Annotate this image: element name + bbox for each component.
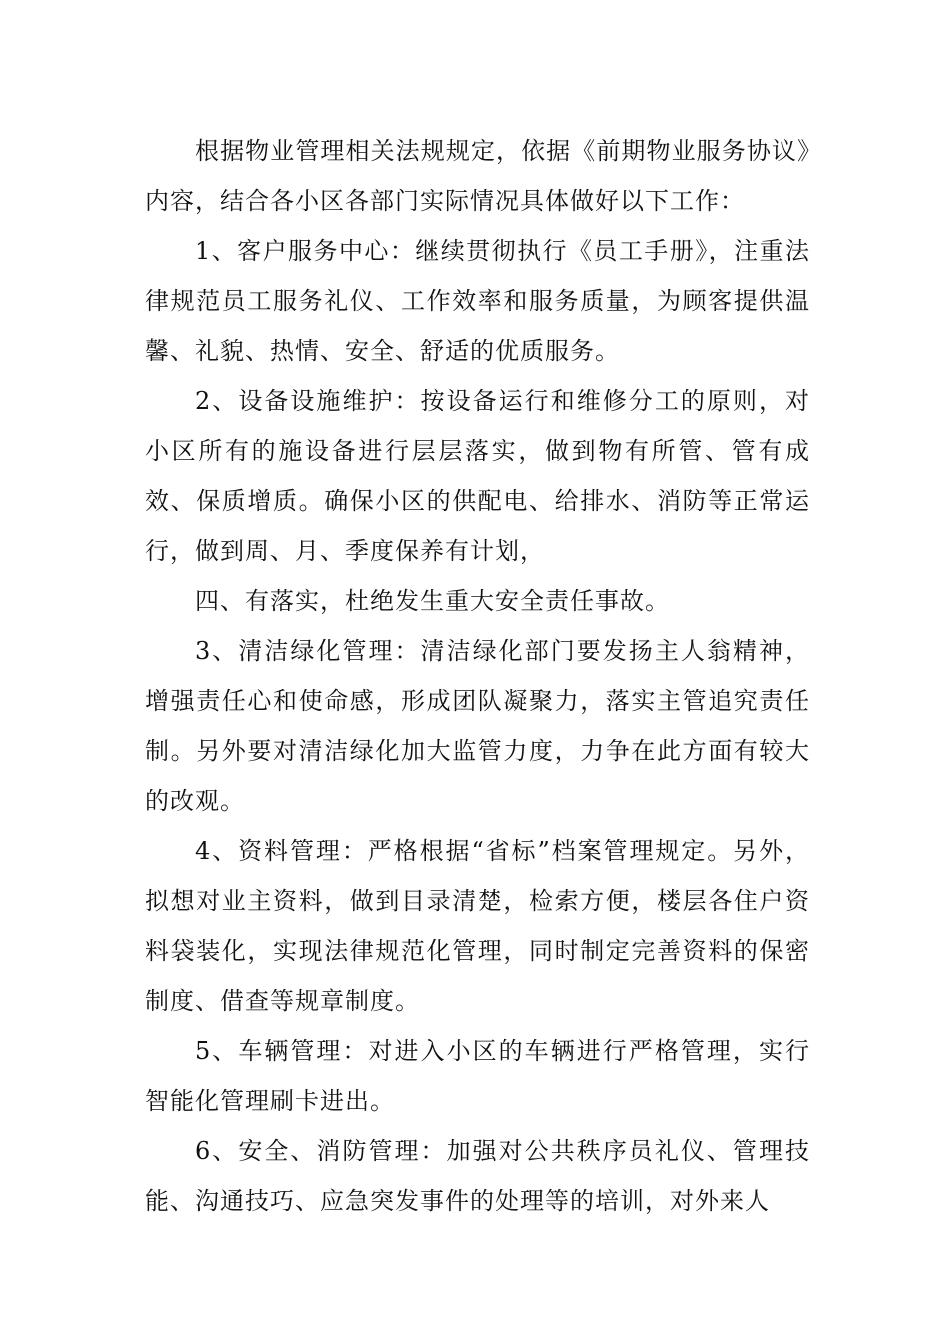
paragraph-records-management: 4、资料管理：严格根据“省标”档案管理规定。另外，拟想对业主资料，做到目录清楚，检索方便，楼层各住户资料袋装化，实现法律规范化管理，同时制定完善资料的保密制度、借查等规章制度。	[145, 837, 810, 1015]
paragraph-cleaning-greening: 3、清洁绿化管理：清洁绿化部门要发扬主人翁精神，增强责任心和使命感，形成团队凝聚力，落实主管追究责任制。另外要对清洁绿化加大监管力度，力争在此方面有较大的改观。	[145, 637, 810, 815]
paragraph-vehicle-management: 5、车辆管理：对进入小区的车辆进行严格管理，实行智能化管理刷卡进出。	[145, 1037, 810, 1115]
paragraph-safety-implementation: 四、有落实，杜绝发生重大安全责任事故。	[195, 587, 670, 615]
paragraph-customer-service: 1、客户服务中心：继续贯彻执行《员工手册》，注重法律规范员工服务礼仪、工作效率和服务质量，为顾客提供温馨、礼貌、热情、安全、舒适的优质服务。	[145, 237, 810, 365]
paragraph-security-fire: 6、安全、消防管理：加强对公共秩序员礼仪、管理技能、沟通技巧、应急突发事件的处理等的培训，对外来人	[145, 1137, 810, 1215]
paragraph-intro: 根据物业管理相关法规规定，依据《前期物业服务协议》内容，结合各小区各部门实际情况具体做好以下工作：	[145, 137, 810, 215]
paragraph-equipment-maintenance: 2、设备设施维护：按设备运行和维修分工的原则，对小区所有的施设备进行层层落实，做到物有所管、管有成效、保质增质。确保小区的供配电、给排水、消防等正常运行，做到周、月、季度保养有计划，	[145, 387, 810, 565]
document-body	[145, 126, 810, 1226]
